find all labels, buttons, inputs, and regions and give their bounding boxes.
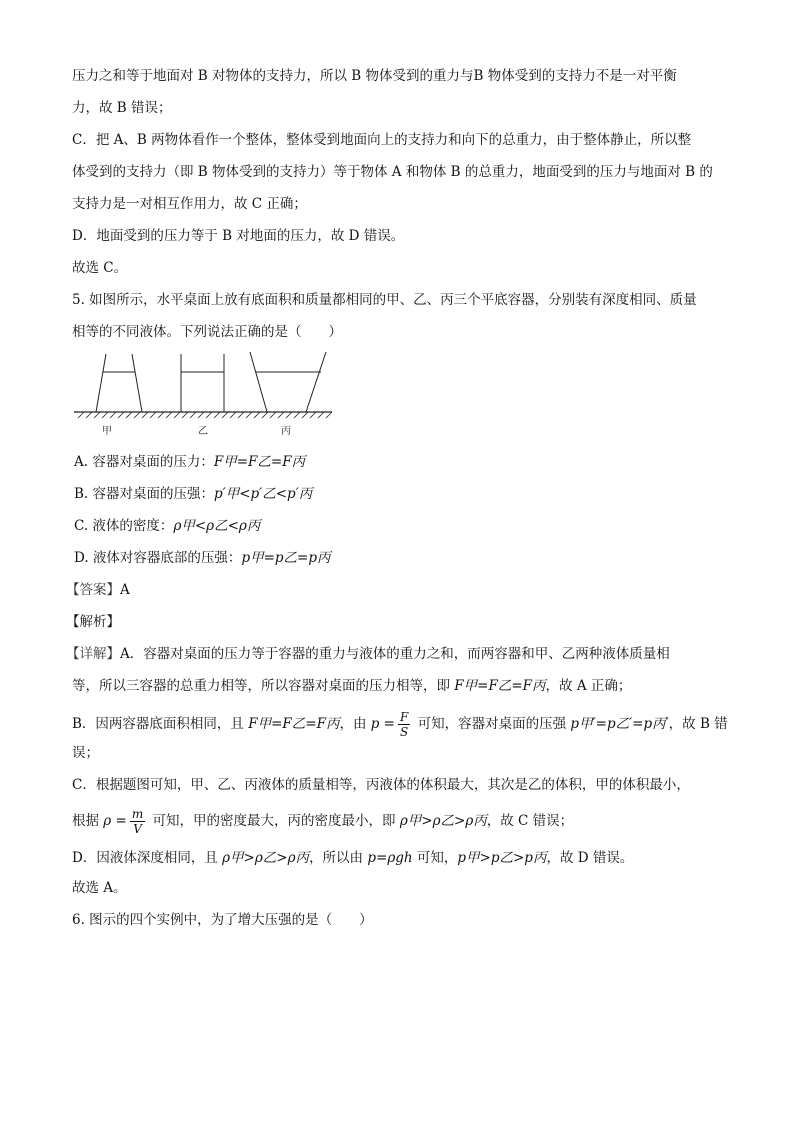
option-a: A. 容器对桌面的压力：F甲=F乙=F丙 — [74, 454, 306, 470]
answer-tag: 【答案】 — [66, 582, 120, 598]
label-bing: 丙 — [281, 426, 291, 437]
container-yi — [181, 354, 224, 412]
option-b: B. 容器对桌面的压强：p′甲<p′乙<p′丙 — [74, 486, 313, 502]
text-line: 故选 C。 — [72, 260, 128, 276]
detail-c-line1: C．根据题图可知，甲、乙、丙液体的质量相等，丙液体的体积最大，其次是乙的体积，甲的体积最小， — [72, 777, 690, 793]
detail-b-line1: B．因两容器底面积相同，且 F甲=F乙=F丙，由 p = $\frac{F}{S}$ 可知，容器对桌面的压强 p甲′=p乙′=p丙′，故 B 错 — [72, 710, 728, 739]
detail-b-line2: 误； — [72, 745, 99, 761]
text-line: D．地面受到的压力等于 B 对地面的压力，故 D 错误。 — [72, 228, 405, 244]
analysis-tag: 【解析】 — [66, 614, 120, 630]
text-line: 支持力是一对相互作用力，故 C 正确； — [72, 196, 307, 212]
text-line: 力，故 B 错误； — [72, 100, 172, 116]
question-6-stem: 6. 图示的四个实例中，为了增大压强的是（ ） — [72, 912, 373, 928]
fraction-f-over-s: $\frac{F}{S}$ — [400, 710, 409, 739]
detail-a-line2: 等，所以三容器的总重力相等，所以容器对桌面的压力相等，即 F甲=F乙=F丙，故 A 正确； — [72, 678, 632, 694]
text-line: 压力之和等于地面对 B 对物体的支持力，所以 B 物体受到的重力与B 物体受到的支持力不是一对平衡 — [72, 68, 677, 84]
fraction-m-over-v: $\frac{m}{V}$ — [131, 807, 144, 836]
text-line: 体受到的支持力（即 B 物体受到的支持力）等于物体 A 和物体 B 的总重力，地面受到的压力与地面对 B 的 — [72, 164, 713, 180]
option-d: D. 液体对容器底部的压强：p甲=p乙=p丙 — [74, 550, 331, 566]
formula: p′甲<p′乙<p′丙 — [214, 486, 313, 502]
question-5-stem: 5. 如图所示，水平桌面上放有底面积和质量都相同的甲、乙、丙三个平底容器，分别装有深度相同、质量 — [72, 292, 697, 308]
detail-end: 故选 A。 — [72, 880, 127, 896]
detail-d-line: D．因液体深度相同，且 ρ甲>ρ乙>ρ丙，所以由 p=ρgh 可知，p甲>p乙>p丙，故 D 错误。 — [72, 850, 634, 866]
text-line: C．把 A、B 两物体看作一个整体，整体受到地面向上的支持力和向下的总重力，由于整体静止，所以整 — [72, 132, 692, 148]
question-5-stem: 相等的不同液体。下列说法正确的是（ ） — [72, 324, 342, 340]
container-bing — [250, 352, 326, 412]
detail-tag: 【详解】 — [66, 646, 120, 662]
answer-line — [66, 581, 130, 599]
label-jia: 甲 — [102, 426, 112, 437]
label-yi: 乙 — [198, 426, 208, 437]
container-jia — [96, 354, 142, 412]
formula: p甲=p乙=p丙 — [241, 550, 331, 566]
table-surface — [74, 412, 332, 418]
formula: F甲=F乙=F丙 — [213, 454, 306, 470]
answer-value: A — [120, 582, 130, 598]
formula: ρ甲<ρ乙<ρ丙 — [173, 518, 261, 534]
detail-a-line1: 【详解】A．容器对桌面的压力等于容器的重力与液体的重力之和，而两容器和甲、乙两种液体质量相 — [66, 646, 670, 662]
three-containers-figure — [74, 346, 334, 438]
detail-c-line2: 根据 ρ = $\frac{m}{V}$ 可知，甲的密度最大，丙的密度最小，即 ρ甲>ρ乙>ρ丙，故 C 错误； — [72, 807, 574, 836]
option-c: C. 液体的密度：ρ甲<ρ乙<ρ丙 — [74, 518, 261, 534]
